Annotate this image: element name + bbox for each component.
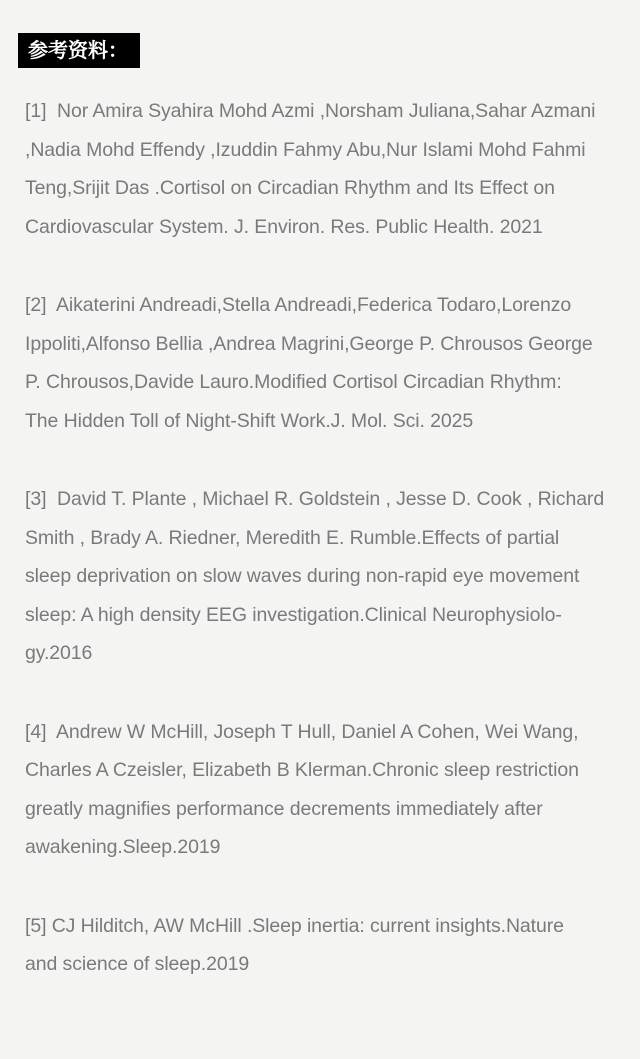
reference-line: Teng,Srijit Das .Cortisol on Circadian Rhythm and Its Effect on	[25, 177, 555, 199]
reference-line: and science of sleep.2019	[25, 953, 250, 975]
reference-line: P. Chrousos,Davide Lauro.Modified Cortisol Circadian Rhythm:	[25, 371, 562, 393]
reference-line: [3] David T. Plante , Michael R. Goldstein , Jesse D. Cook , Richard	[25, 488, 605, 510]
reference-line: Cardiovascular System. J. Environ. Res. Public Health. 2021	[25, 215, 543, 238]
reference-line: [4] Andrew W McHill, Joseph T Hull, Daniel A Cohen, Wei Wang,	[25, 720, 579, 743]
reference-line: ,Nadia Mohd Effendy ,Izuddin Fahmy Abu,Nur Islami Mohd Fahmi	[25, 138, 586, 161]
reference-line: awakening.Sleep.2019	[25, 836, 221, 858]
references-header	[18, 33, 140, 68]
reference-item	[25, 480, 625, 673]
reference-line: Charles A Czeisler, Elizabeth B Klerman.Chronic sleep restriction	[25, 759, 579, 781]
reference-line: The Hidden Toll of Night-Shift Work.J. Mol. Sci. 2025	[25, 409, 474, 432]
reference-line: sleep deprivation on slow waves during non-rapid eye movement	[25, 565, 580, 587]
reference-item	[25, 907, 625, 984]
reference-line: Ippoliti,Alfonso Bellia ,Andrea Magrini,George P. Chrousos George	[25, 332, 593, 355]
reference-line: Smith , Brady A. Riedner, Meredith E. Rumble.Effects of partial	[25, 526, 560, 549]
reference-line: [2] Aikaterini Andreadi,Stella Andreadi,Federica Todaro,Lorenzo	[25, 294, 572, 316]
reference-item	[25, 286, 625, 440]
reference-line: [5] CJ Hilditch, AW McHill .Sleep inertia: current insights.Nature	[25, 914, 564, 937]
references-header-label: 参考资料：	[28, 40, 128, 62]
references-list	[25, 92, 625, 984]
reference-item	[25, 713, 625, 867]
reference-line: sleep: A high density EEG investigation.Clinical Neurophysiolo-	[25, 603, 562, 626]
reference-line: greatly magnifies performance decrements immediately after	[25, 797, 543, 820]
reference-line: gy.2016	[25, 642, 93, 664]
reference-line: [1] Nor Amira Syahira Mohd Azmi ,Norsham Juliana,Sahar Azmani	[25, 100, 596, 122]
reference-item	[25, 92, 625, 246]
